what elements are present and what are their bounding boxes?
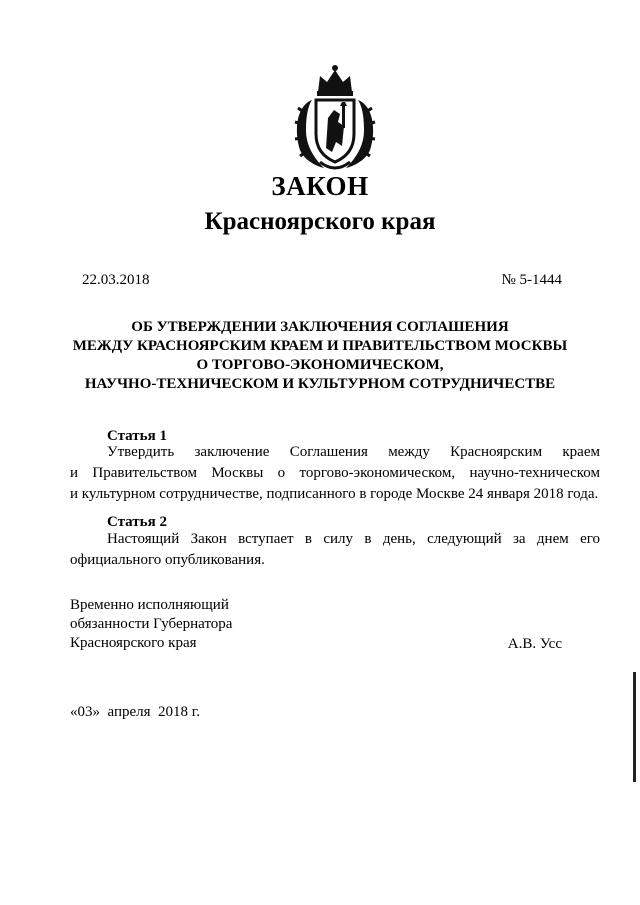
word: Правительством	[92, 465, 197, 481]
signed-date: «03» апреля 2018 г.	[70, 704, 200, 720]
word: Москвы	[211, 465, 264, 481]
article-2-line	[70, 529, 600, 550]
word: и	[70, 465, 79, 481]
scan-edge-divider	[633, 672, 636, 782]
word: Красноярским	[450, 444, 543, 460]
law-date: 22.03.2018	[82, 272, 150, 288]
subject-line: О ТОРГОВО-ЭКОНОМИЧЕСКОМ,	[196, 357, 444, 373]
law-number: № 5-1444	[501, 272, 562, 288]
word: Соглашения	[289, 444, 368, 460]
subject-line: НАУЧНО-ТЕХНИЧЕСКОМ И КУЛЬТУРНОМ СОТРУДНИЧЕСТВЕ	[84, 376, 556, 392]
law-subject	[0, 318, 640, 394]
word: его	[580, 531, 600, 547]
coat-of-arms-emblem	[290, 62, 380, 176]
signatory-line: обязанности Губернатора	[70, 616, 233, 632]
signatory-name: А.В. Усс	[507, 636, 562, 652]
document-title: ЗАКОН	[271, 171, 369, 201]
article-1-line	[70, 442, 600, 463]
signatory-line: Временно исполняющий	[70, 597, 229, 613]
word: за	[512, 531, 526, 547]
word: день,	[382, 531, 416, 547]
shield-icon	[316, 100, 354, 162]
word: следующий	[427, 531, 502, 547]
word: Настоящий	[107, 531, 180, 547]
article-1-line	[70, 463, 600, 484]
document-subtitle: Красноярского края	[204, 208, 436, 235]
article-2-heading: Статья 2	[107, 514, 167, 530]
word: днем	[536, 531, 569, 547]
article-2-text	[70, 529, 600, 571]
word: в	[304, 531, 313, 547]
signatory-line: Красноярского края	[70, 635, 197, 651]
subject-line: МЕЖДУ КРАСНОЯРСКИМ КРАЕМ И ПРАВИТЕЛЬСТВОМ МОСКВЫ	[72, 338, 568, 354]
word: научно-техническом	[469, 465, 600, 481]
word: силу	[323, 531, 354, 547]
signatory-title	[70, 596, 232, 653]
word: о	[277, 465, 286, 481]
word: вступает	[238, 531, 294, 547]
article-2-line: официального опубликования.	[70, 552, 265, 568]
word: торгово-экономическом,	[299, 465, 456, 481]
word: Закон	[190, 531, 227, 547]
word: между	[388, 444, 430, 460]
article-1-text	[70, 442, 600, 505]
word: Утвердить	[107, 444, 175, 460]
crown-icon	[317, 65, 353, 96]
article-1-line: и культурном сотрудничестве, подписанного в городе Москве 24 января 2018 года.	[70, 486, 599, 502]
subject-line: ОБ УТВЕРЖДЕНИИ ЗАКЛЮЧЕНИЯ СОГЛАШЕНИЯ	[131, 319, 509, 335]
article-1-heading: Статья 1	[107, 428, 167, 444]
word: краем	[562, 444, 600, 460]
word: заключение	[194, 444, 270, 460]
word: в	[364, 531, 372, 547]
